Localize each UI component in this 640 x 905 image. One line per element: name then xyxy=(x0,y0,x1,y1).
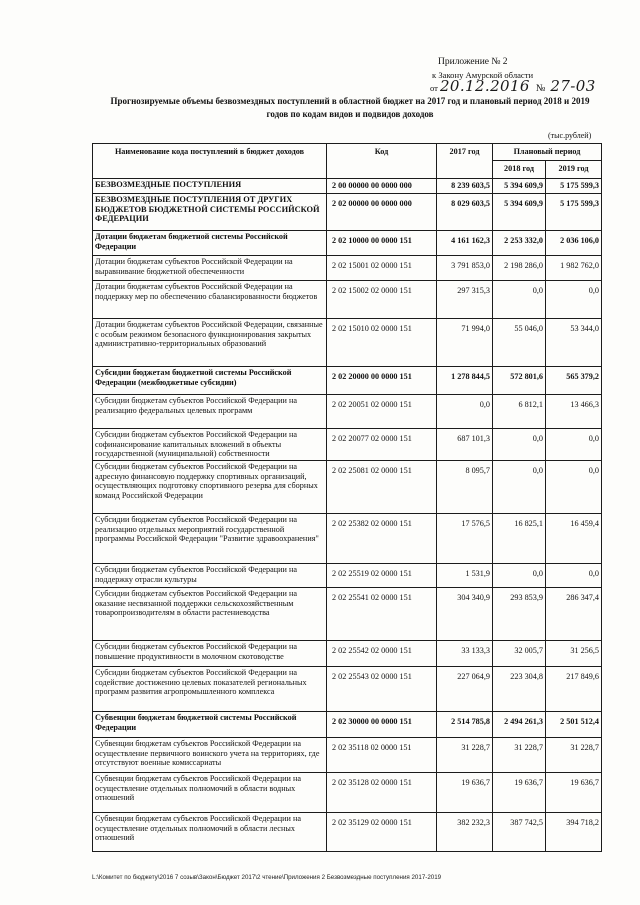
row-code-cell: 2 00 00000 00 0000 000 xyxy=(327,179,437,194)
row-name-cell: Субвенции бюджетам субъектов Российской Федерации на осуществление отдельных полномочий в области водных отношений xyxy=(93,773,327,813)
table-row xyxy=(93,256,602,281)
table-row xyxy=(93,461,602,514)
number-sign: № xyxy=(535,83,546,94)
value-2019-cell: 0,0 xyxy=(546,281,602,319)
value-2017-cell: 8 029 603,5 xyxy=(437,194,493,231)
table-row xyxy=(93,281,602,319)
table-row xyxy=(93,564,602,588)
value-2019-cell: 217 849,6 xyxy=(546,667,602,712)
value-2019-cell: 394 718,2 xyxy=(546,813,602,852)
column-header-planned-period: Плановый период xyxy=(493,144,602,161)
value-2019-cell: 0,0 xyxy=(546,461,602,514)
document-title xyxy=(96,95,604,121)
handwritten-law-number: 27-03 xyxy=(550,77,596,95)
value-2019-cell: 53 344,0 xyxy=(546,319,602,367)
table-body xyxy=(93,179,602,852)
law-date-number xyxy=(430,77,596,95)
row-name-cell: Субсидии бюджетам субъектов Российской Федерации на адресную финансовую поддержку спортивных организаций, осуществляющих подготовку спортивного резерва для сборных команд Российской Федерации xyxy=(93,461,327,514)
value-2018-cell: 293 853,9 xyxy=(493,588,546,641)
value-2017-cell: 8 095,7 xyxy=(437,461,493,514)
row-name-cell: Субвенции бюджетам субъектов Российской Федерации на осуществление первичного воинского учета на территориях, где отсутствуют военные комиссариаты xyxy=(93,738,327,773)
row-code-cell: 2 02 15002 02 0000 151 xyxy=(327,281,437,319)
value-2019-cell: 13 466,3 xyxy=(546,395,602,429)
table-row xyxy=(93,395,602,429)
row-code-cell: 2 02 35129 02 0000 151 xyxy=(327,813,437,852)
row-code-cell: 2 02 20077 02 0000 151 xyxy=(327,429,437,461)
value-2018-cell: 2 253 332,0 xyxy=(493,231,546,256)
row-code-cell: 2 02 15001 02 0000 151 xyxy=(327,256,437,281)
value-2017-cell: 17 576,5 xyxy=(437,514,493,564)
value-2019-cell: 0,0 xyxy=(546,429,602,461)
column-header-2017: 2017 год xyxy=(437,144,493,179)
value-2017-cell: 19 636,7 xyxy=(437,773,493,813)
value-2017-cell: 3 791 853,0 xyxy=(437,256,493,281)
value-2018-cell: 223 304,8 xyxy=(493,667,546,712)
value-2018-cell: 55 046,0 xyxy=(493,319,546,367)
handwritten-date: 20.12.2016 xyxy=(439,77,530,95)
row-name-cell: Субсидии бюджетам субъектов Российской Федерации на софинансирование капитальных вложений в объекты государственной (муниципальной) собственности xyxy=(93,429,327,461)
table-row xyxy=(93,194,602,231)
table-row xyxy=(93,588,602,641)
title-line-2: годов по кодам видов и подвидов доходов xyxy=(266,109,434,119)
row-name-cell: Дотации бюджетам бюджетной системы Российской Федерации xyxy=(93,231,327,256)
value-2018-cell: 0,0 xyxy=(493,461,546,514)
row-name-cell: Субвенции бюджетам субъектов Российской Федерации на осуществление отдельных полномочий в области лесных отношений xyxy=(93,813,327,852)
row-code-cell: 2 02 25542 02 0000 151 xyxy=(327,641,437,667)
value-2019-cell: 19 636,7 xyxy=(546,773,602,813)
value-2018-cell: 2 494 261,3 xyxy=(493,712,546,738)
table-row xyxy=(93,429,602,461)
column-header-code: Код xyxy=(327,144,437,179)
units-label: (тыс.рублей) xyxy=(548,131,592,140)
row-name-cell: Дотации бюджетам субъектов Российской Федерации, связанные с особым режимом безопасного функционирования закрытых административно-территориальных образований xyxy=(93,319,327,367)
row-code-cell: 2 02 00000 00 0000 000 xyxy=(327,194,437,231)
value-2018-cell: 0,0 xyxy=(493,281,546,319)
value-2017-cell: 0,0 xyxy=(437,395,493,429)
table-row xyxy=(93,712,602,738)
row-code-cell: 2 02 25081 02 0000 151 xyxy=(327,461,437,514)
value-2018-cell: 0,0 xyxy=(493,564,546,588)
value-2018-cell: 6 812,1 xyxy=(493,395,546,429)
table-row xyxy=(93,667,602,712)
value-2019-cell: 5 175 599,3 xyxy=(546,179,602,194)
value-2017-cell: 2 514 785,8 xyxy=(437,712,493,738)
value-2019-cell: 31 228,7 xyxy=(546,738,602,773)
value-2017-cell: 8 239 603,5 xyxy=(437,179,493,194)
value-2019-cell: 565 379,2 xyxy=(546,367,602,395)
value-2017-cell: 4 161 162,3 xyxy=(437,231,493,256)
row-name-cell: Субсидии бюджетам субъектов Российской Федерации на оказание несвязанной поддержки сельскохозяйственным товаропроизводителям в области растениеводства xyxy=(93,588,327,641)
row-name-cell: Субсидии бюджетам субъектов Российской Федерации на реализацию федеральных целевых программ xyxy=(93,395,327,429)
table-header xyxy=(93,144,602,179)
header-row xyxy=(93,144,602,161)
value-2017-cell: 1 278 844,5 xyxy=(437,367,493,395)
row-code-cell: 2 02 35118 02 0000 151 xyxy=(327,738,437,773)
value-2019-cell: 31 256,5 xyxy=(546,641,602,667)
row-code-cell: 2 02 30000 00 0000 151 xyxy=(327,712,437,738)
row-code-cell: 2 02 15010 02 0000 151 xyxy=(327,319,437,367)
law-reference: к Закону Амурской области xyxy=(432,70,534,80)
table-row xyxy=(93,319,602,367)
row-name-cell: БЕЗВОЗМЕЗДНЫЕ ПОСТУПЛЕНИЯ xyxy=(93,179,327,194)
row-code-cell: 2 02 25543 02 0000 151 xyxy=(327,667,437,712)
row-name-cell: Субвенции бюджетам бюджетной системы Российской Федерации xyxy=(93,712,327,738)
value-2017-cell: 31 228,7 xyxy=(437,738,493,773)
row-code-cell: 2 02 25541 02 0000 151 xyxy=(327,588,437,641)
row-name-cell: Дотации бюджетам субъектов Российской Федерации на выравнивание бюджетной обеспеченности xyxy=(93,256,327,281)
appendix-number: Приложение № 2 xyxy=(438,57,508,67)
table-row xyxy=(93,773,602,813)
value-2018-cell: 31 228,7 xyxy=(493,738,546,773)
table-row xyxy=(93,231,602,256)
date-prefix: от xyxy=(430,83,438,93)
row-code-cell: 2 02 20000 00 0000 151 xyxy=(327,367,437,395)
budget-table xyxy=(92,143,602,852)
row-code-cell: 2 02 25519 02 0000 151 xyxy=(327,564,437,588)
column-header-name: Наименование кода поступлений в бюджет доходов xyxy=(93,144,327,179)
table-row xyxy=(93,813,602,852)
title-line-1: Прогнозируемые объемы безвозмездных поступлений в областной бюджет на 2017 год и плановый период 2018 и 2019 xyxy=(110,96,590,106)
row-name-cell: Субсидии бюджетам субъектов Российской Федерации на повышение продуктивности в молочном скотоводстве xyxy=(93,641,327,667)
value-2017-cell: 297 315,3 xyxy=(437,281,493,319)
row-name-cell: Субсидии бюджетам бюджетной системы Российской Федерации (межбюджетные субсидии) xyxy=(93,367,327,395)
table-row xyxy=(93,367,602,395)
value-2018-cell: 5 394 609,9 xyxy=(493,179,546,194)
value-2017-cell: 382 232,3 xyxy=(437,813,493,852)
value-2018-cell: 0,0 xyxy=(493,429,546,461)
table-row xyxy=(93,514,602,564)
value-2018-cell: 32 005,7 xyxy=(493,641,546,667)
row-name-cell: Субсидии бюджетам субъектов Российской Федерации на содействие достижению целевых показателей региональных программ развития агропромышленного комплекса xyxy=(93,667,327,712)
row-code-cell: 2 02 10000 00 0000 151 xyxy=(327,231,437,256)
row-name-cell: БЕЗВОЗМЕЗДНЫЕ ПОСТУПЛЕНИЯ ОТ ДРУГИХ БЮДЖЕТОВ БЮДЖЕТНОЙ СИСТЕМЫ РОССИЙСКОЙ ФЕДЕРАЦИИ xyxy=(93,194,327,231)
value-2019-cell: 286 347,4 xyxy=(546,588,602,641)
table-row xyxy=(93,738,602,773)
value-2018-cell: 2 198 286,0 xyxy=(493,256,546,281)
column-header-2018: 2018 год xyxy=(493,161,546,179)
file-path-footer: L:\Комитет по бюджету\2016 7 созыв\Закон\Бюджет 2017\2 чтение\Приложения 2 Безвозмездные поступления 2017-2019 xyxy=(92,874,442,881)
column-header-2019: 2019 год xyxy=(546,161,602,179)
value-2018-cell: 19 636,7 xyxy=(493,773,546,813)
table-row xyxy=(93,641,602,667)
value-2018-cell: 387 742,5 xyxy=(493,813,546,852)
value-2017-cell: 687 101,3 xyxy=(437,429,493,461)
value-2019-cell: 16 459,4 xyxy=(546,514,602,564)
row-code-cell: 2 02 35128 02 0000 151 xyxy=(327,773,437,813)
value-2019-cell: 1 982 762,0 xyxy=(546,256,602,281)
row-name-cell: Субсидии бюджетам субъектов Российской Федерации на поддержку отрасли культуры xyxy=(93,564,327,588)
table-row xyxy=(93,179,602,194)
row-code-cell: 2 02 20051 02 0000 151 xyxy=(327,395,437,429)
value-2017-cell: 227 064,9 xyxy=(437,667,493,712)
value-2017-cell: 304 340,9 xyxy=(437,588,493,641)
row-name-cell: Субсидии бюджетам субъектов Российской Федерации на реализацию отдельных мероприятий государственной программы Российской Федерации "Развитие здравоохранения" xyxy=(93,514,327,564)
value-2017-cell: 33 133,3 xyxy=(437,641,493,667)
row-name-cell: Дотации бюджетам субъектов Российской Федерации на поддержку мер по обеспечению сбалансированности бюджетов xyxy=(93,281,327,319)
value-2018-cell: 5 394 609,9 xyxy=(493,194,546,231)
value-2019-cell: 0,0 xyxy=(546,564,602,588)
value-2018-cell: 16 825,1 xyxy=(493,514,546,564)
value-2018-cell: 572 801,6 xyxy=(493,367,546,395)
value-2017-cell: 71 994,0 xyxy=(437,319,493,367)
value-2019-cell: 5 175 599,3 xyxy=(546,194,602,231)
value-2017-cell: 1 531,9 xyxy=(437,564,493,588)
value-2019-cell: 2 036 106,0 xyxy=(546,231,602,256)
value-2019-cell: 2 501 512,4 xyxy=(546,712,602,738)
row-code-cell: 2 02 25382 02 0000 151 xyxy=(327,514,437,564)
